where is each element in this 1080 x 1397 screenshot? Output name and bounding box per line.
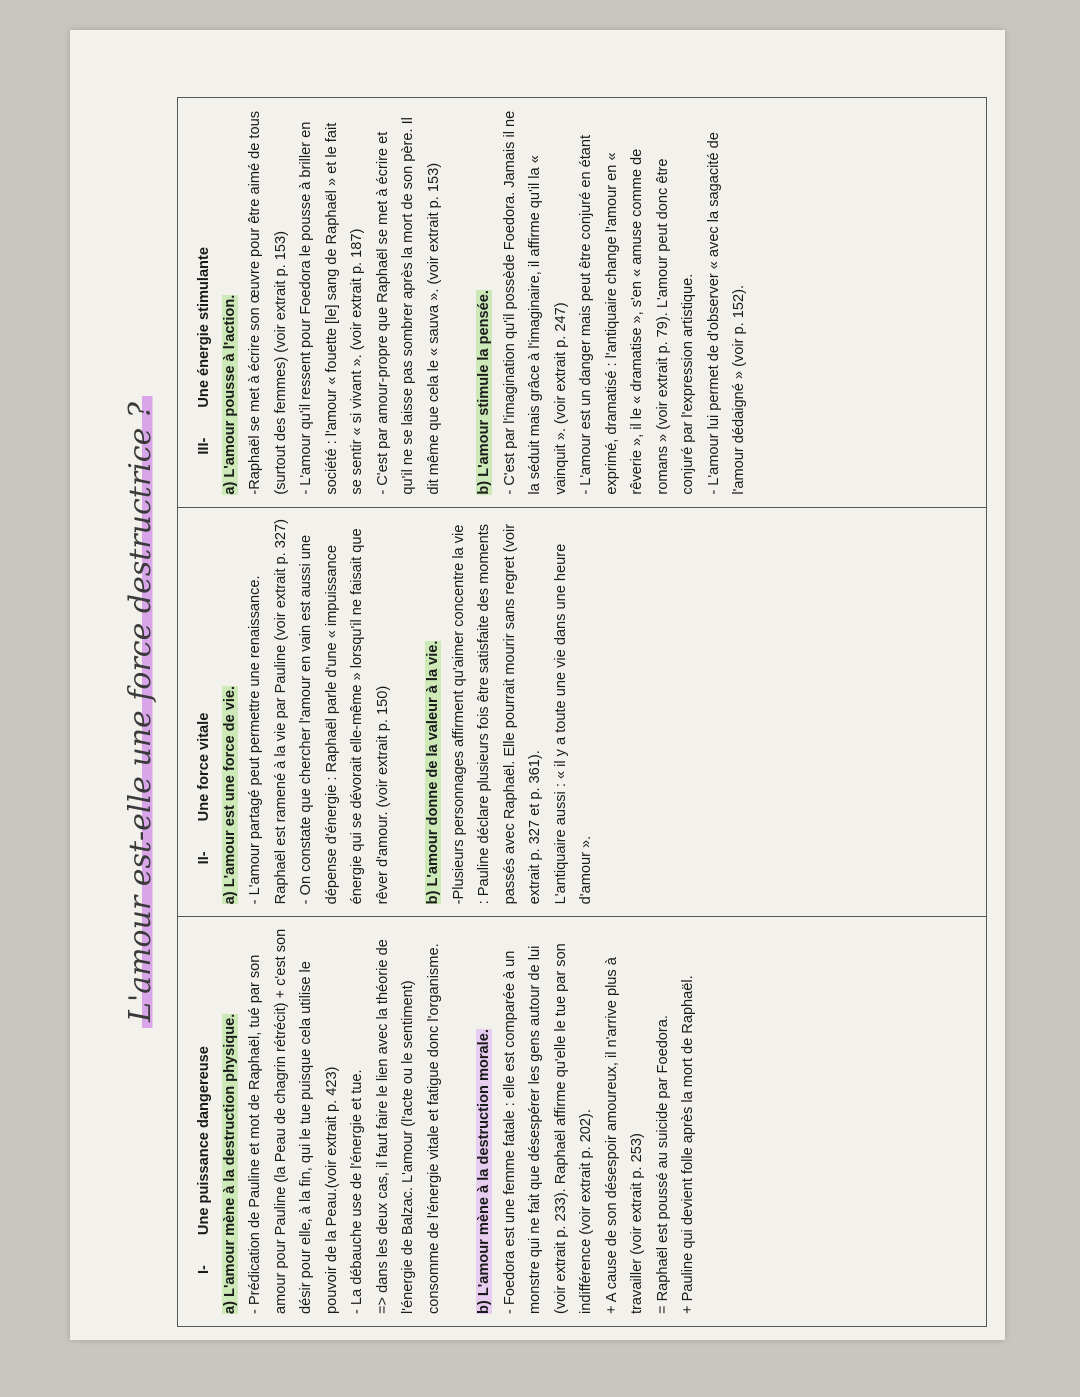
column-2-heading: II-Une force vitale bbox=[196, 712, 212, 865]
paper-sheet bbox=[70, 30, 1005, 1340]
column-3-text-b3: - L'amour lui permet de d'observer « avec la sagacité de l'amour dédaigné » (voir p. 152). bbox=[705, 132, 747, 495]
column-2-text-b2: L'antiquaire aussi : « il y a toute une vie dans une heure d'amour ». bbox=[552, 543, 594, 905]
column-1-text-b4: + Pauline qui devient folle après la mort de Raphaël. bbox=[680, 975, 696, 1314]
column-3-sub-b: b) L'amour stimule la pensée. bbox=[476, 290, 492, 495]
column-3-text-a3: - C'est par amour-propre que Raphaël se met à écrire et qu'il ne se laisse pas sombrer après la mort de son père. Il dit même que cela le « sauva ». (voir extrait p. 153) bbox=[374, 117, 442, 495]
column-3-text-b2: - L'amour est un danger mais peut être conjuré en étant exprimé, dramatisé : l'antiquaire change l'amour en « rêverie », il le « dramatise », s'en « amuse comme de romans » (voir extrait p. 79). L'amour peut donc être conjuré par l'expression artistique. bbox=[578, 134, 696, 495]
column-3-text-a2: - L'amour qu'il ressent pour Foedora le pousse à briller en société : l'amour « fouette [le] sang de Raphaël » et le fait se sentir « si vivant ». (voir extrait p. 187) bbox=[298, 121, 365, 495]
column-2-text-a2: - On constate que chercher l'amour en vain est aussi une dépense d'énergie : Raphaël parle d'une « impuissance énergie qui se dévorait elle-même » lorsqu'il ne faisait que rêver d'amour. (voir extrait p. 150) bbox=[298, 528, 391, 905]
column-1-heading: I-Une puissance dangereuse bbox=[196, 1046, 212, 1274]
column-1-text-a2: - La débauche use de l'énergie et tue. bbox=[349, 1069, 365, 1314]
column-2-sub-a: a) L'amour est une force de vie. bbox=[221, 685, 238, 905]
column-2-text-a1: - L'amour partagé peut permettre une renaissance. Raphaël est ramené à la vie par Pauline (voir extrait p. 327) bbox=[247, 519, 289, 905]
column-2 bbox=[178, 507, 986, 917]
column-3-sub-a: a) L'amour pousse à l'action. bbox=[221, 294, 238, 495]
column-1-sub-a: a) L'amour mène à la destruction physique. bbox=[221, 1013, 238, 1314]
handwritten-title: L'amour est-elle une force destructrice ? bbox=[107, 97, 175, 1327]
column-3-text-b1: - C'est par l'imagination qu'il possède Foedora. Jamais il ne la séduit mais grâce à l'imaginaire, il affirme qu'il la « vainquit ». (voir extrait p. 247) bbox=[501, 110, 569, 495]
three-column-table bbox=[177, 97, 987, 1327]
column-1-text-a1: - Prédication de Pauline et mot de Raphaël, tué par son amour pour Pauline (la Peau de chagrin rétrécit) + c'est son désir pour elle, à la fin, qui le tue puisque cela utilise le pouvoir de la Peau.(voir extrait p. 423) bbox=[247, 928, 340, 1314]
column-1-text-b2: + A cause de son désespoir amoureux, il n'arrive plus à travailler (voir extrait p. 253) bbox=[603, 957, 645, 1314]
column-1-text-b3: = Raphaël est poussé au suicide par Foedora. bbox=[654, 1015, 671, 1314]
column-1-sub-b: b) L'amour mène à la destruction morale. bbox=[476, 1029, 492, 1314]
column-3 bbox=[178, 98, 986, 507]
column-3-text-a1: -Raphaël se met à écrire son œuvre pour être aimé de tous (surtout des femmes) (voir extrait p. 153) bbox=[247, 110, 289, 495]
column-1-text-b1: - Foedora est une femme fatale : elle est comparée à un monstre qui ne fait que désespérer les gens autour de lui (voir extrait p. 233). Raphaël affirme qu'elle le tue par son indifférence (voir extrait p. 202). bbox=[501, 943, 594, 1314]
column-1 bbox=[178, 916, 986, 1326]
rotated-page bbox=[107, 97, 987, 1327]
column-2-text-b1: -Plusieurs personnages affirment qu'aimer concentre la vie : Pauline déclare plusieurs fois être satisfaite des moments passés avec Raphaël. Elle pourrait mourir sans regret (voir extrait p. 327 et p. 361). bbox=[450, 523, 543, 905]
column-1-text-a3: => dans les deux cas, il faut faire le lien avec la théorie de l'énergie de Balzac. L'amour (l'acte ou le sentiment) consomme de l'énergie vitale et fatigue donc l'organisme. bbox=[374, 939, 442, 1314]
column-2-sub-b: b) L'amour donne de la valeur à la vie. bbox=[425, 640, 441, 905]
column-3-heading: III-Une énergie stimulante bbox=[196, 247, 212, 455]
